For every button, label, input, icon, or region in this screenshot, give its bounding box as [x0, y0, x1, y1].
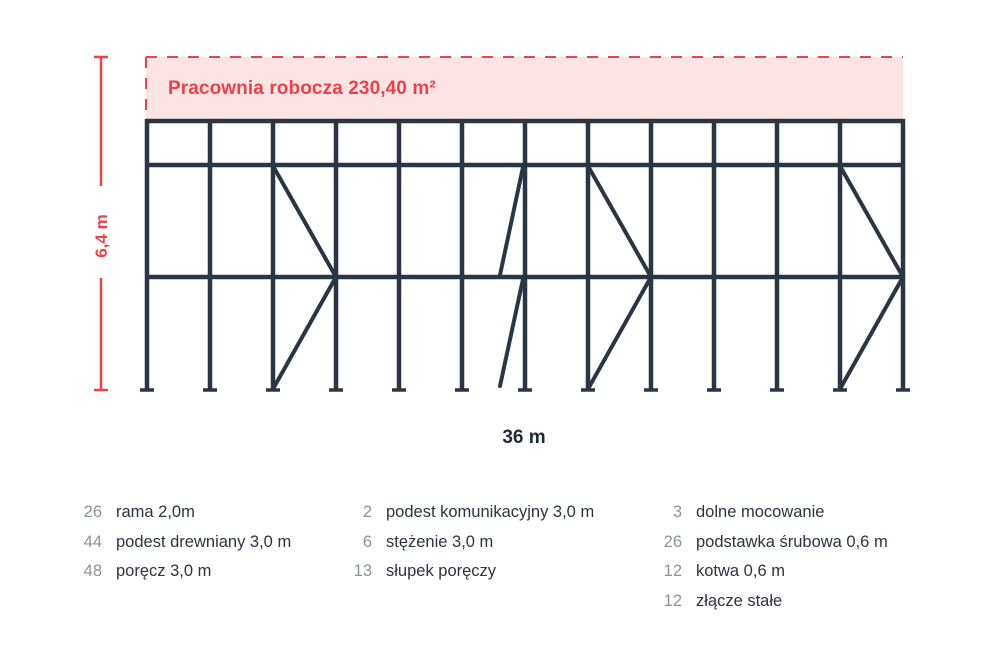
legend-item: [652, 498, 888, 528]
legend-item: [72, 498, 291, 528]
legend-qty: 6: [362, 532, 372, 551]
legend-item: [342, 528, 594, 558]
height-dimension-label: 6,4 m: [92, 214, 111, 258]
legend-item: [72, 528, 291, 558]
legend-column-3: [652, 498, 888, 616]
legend-qty: 2: [362, 503, 372, 522]
legend-name: stężenie 3,0 m: [386, 532, 494, 551]
legend-name: podstawka śrubowa 0,6 m: [696, 532, 888, 551]
legend-item: [652, 557, 888, 587]
work-area-label: Pracownia robocza 230,40 m²: [168, 78, 436, 99]
legend-qty: 3: [672, 503, 682, 522]
legend-name: poręcz 3,0 m: [116, 562, 212, 581]
legend-item: [342, 498, 594, 528]
legend-item: [652, 528, 888, 558]
legend-item: [342, 557, 594, 587]
legend-name: słupek poręczy: [386, 562, 497, 581]
legend-column-1: [72, 498, 291, 587]
legend-qty: 26: [663, 532, 682, 551]
legend-item: [72, 557, 291, 587]
legend-qty: 12: [663, 591, 682, 610]
legend-qty: 12: [663, 562, 682, 581]
legend-name: podest komunikacyjny 3,0 m: [386, 503, 595, 522]
width-dimension-label: 36 m: [502, 427, 546, 448]
legend-qty: 13: [353, 562, 372, 581]
legend-name: podest drewniany 3,0 m: [116, 532, 292, 551]
legend-name: złącze stałe: [696, 591, 783, 610]
legend-item: [652, 587, 888, 617]
legend-qty: 26: [83, 503, 102, 522]
legend-name: rama 2,0m: [116, 503, 195, 522]
legend-column-2: [342, 498, 594, 587]
legend-name: dolne mocowanie: [696, 503, 825, 522]
legend-qty: 48: [83, 562, 102, 581]
legend-qty: 44: [83, 532, 102, 551]
posts: [147, 119, 903, 390]
legend-name: kotwa 0,6 m: [696, 562, 785, 581]
